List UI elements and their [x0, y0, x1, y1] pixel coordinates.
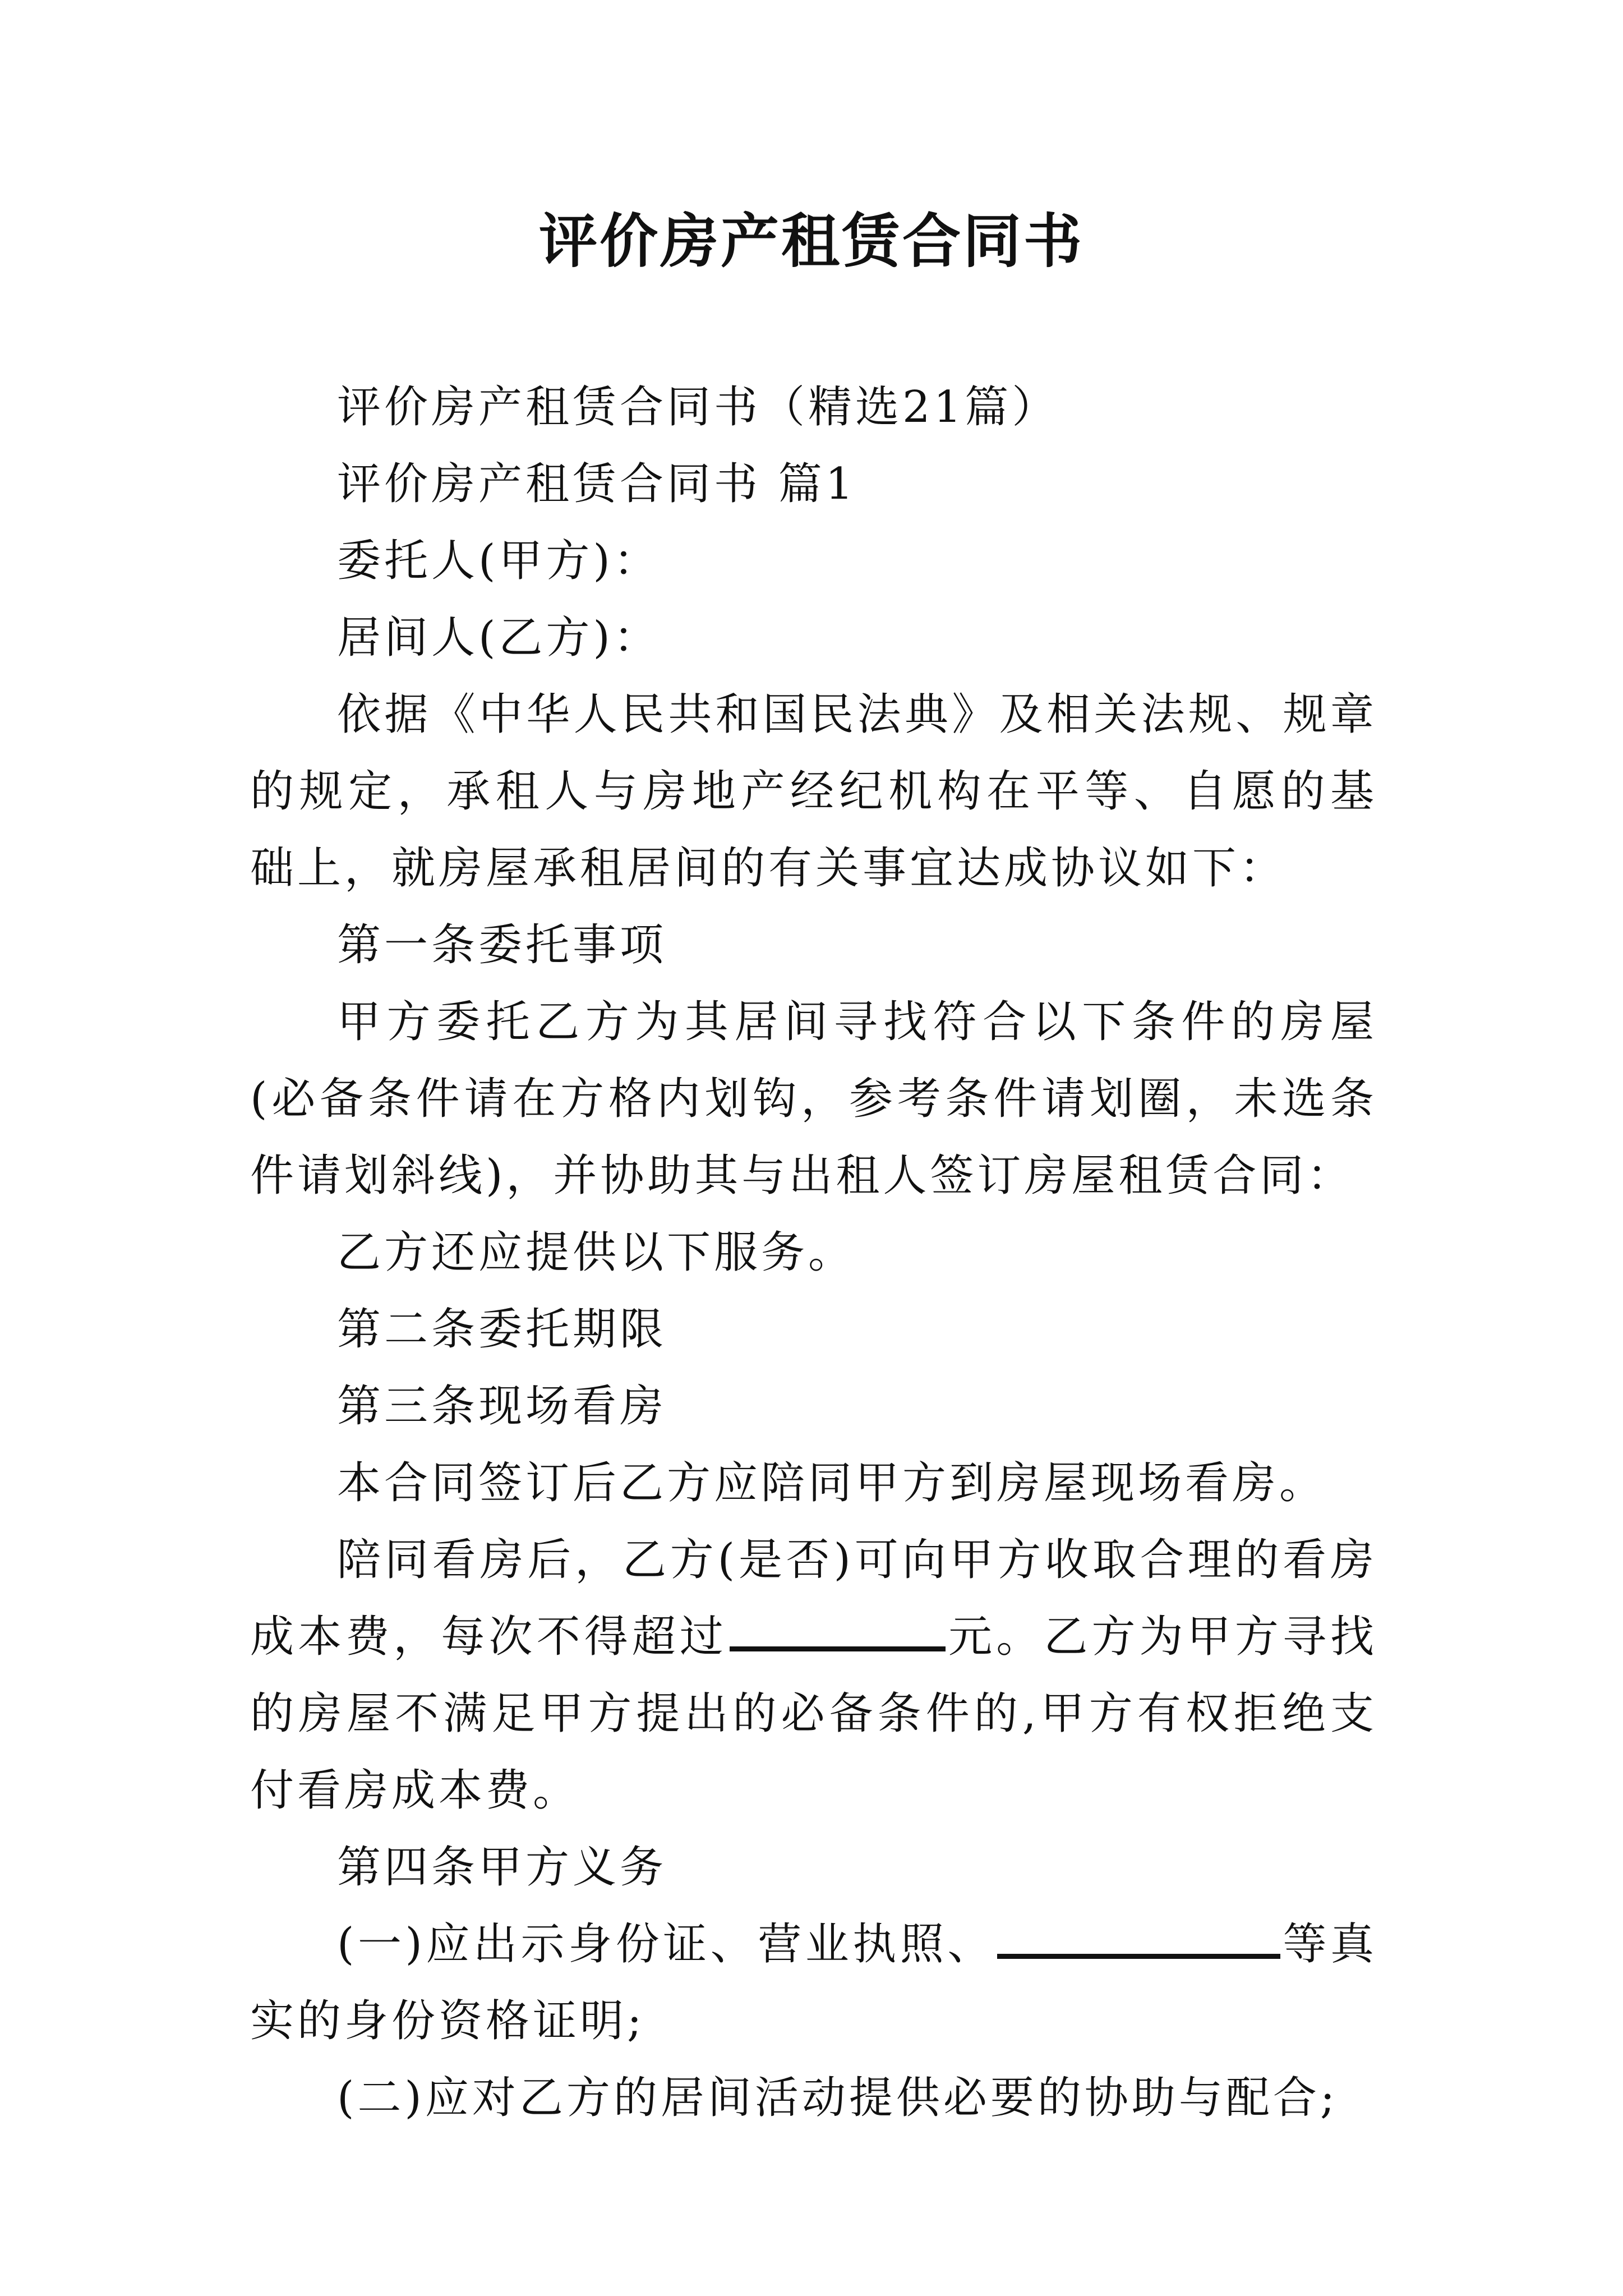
paragraph-party-a: 委托人(甲方)：: [337, 536, 661, 586]
paragraph-article-1-body: 甲方委托乙方为其居间寻找符合以下条件的房屋(必备条件请在方格内划钩，参考条件请划圈，未选条件请划斜线)，并协助其与出租人签订房屋租赁合同：: [250, 997, 1377, 1201]
paragraph-party-b: 居间人(乙方)：: [337, 613, 661, 663]
paragraph-article-4-item-1: [250, 1906, 1377, 2060]
fee-amount-blank[interactable]: [730, 1613, 946, 1651]
paragraph-preamble: 依据《中华人民共和国民法典》及相关法规、规章的规定，承租人与房地产经纪机构在平等、自愿的基础上，就房屋承租居间的有关事宜达成协议如下：: [250, 689, 1377, 894]
id-document-blank[interactable]: [997, 1920, 1280, 1959]
document-title: 评价房产租赁合同书: [538, 206, 1084, 275]
paragraph-article-3-body: 本合同签订后乙方应陪同甲方到房屋现场看房。: [337, 1458, 1327, 1508]
paragraph-article-2-title: 第二条委托期限: [337, 1304, 667, 1355]
paragraph-article-4-item-2: (二)应对乙方的居间活动提供必要的协助与配合;: [337, 2073, 1339, 2123]
paragraph-extra-services: 乙方还应提供以下服务。: [337, 1227, 856, 1278]
paragraph-subtitle: 评价房产租赁合同书（精选21篇）: [337, 382, 1059, 432]
item-1-text-before: (一)应出示身份证、营业执照、: [337, 1919, 995, 1970]
paragraph-viewing-fee: [250, 1522, 1377, 1829]
paragraph-article-1-title: 第一条委托事项: [337, 920, 667, 970]
item-1-text-after: 等真实的身份资格证明;: [250, 1919, 1377, 2046]
paragraph-article-4-title: 第四条甲方义务: [337, 1842, 667, 1893]
viewing-fee-text-after: 元。乙方为甲方寻找的房屋不满足甲方提出的必备条件的,甲方有权拒绝支付看房成本费。: [250, 1612, 1377, 1816]
paragraph-section-heading: 评价房产租赁合同书 篇1: [337, 459, 857, 509]
document-body: [250, 369, 1377, 2137]
paragraph-article-3-title: 第三条现场看房: [337, 1381, 667, 1432]
viewing-fee-text-before: 陪同看房后，乙方(是否)可向甲方收取合理的看房成本费，每次不得超过: [250, 1535, 1377, 1662]
